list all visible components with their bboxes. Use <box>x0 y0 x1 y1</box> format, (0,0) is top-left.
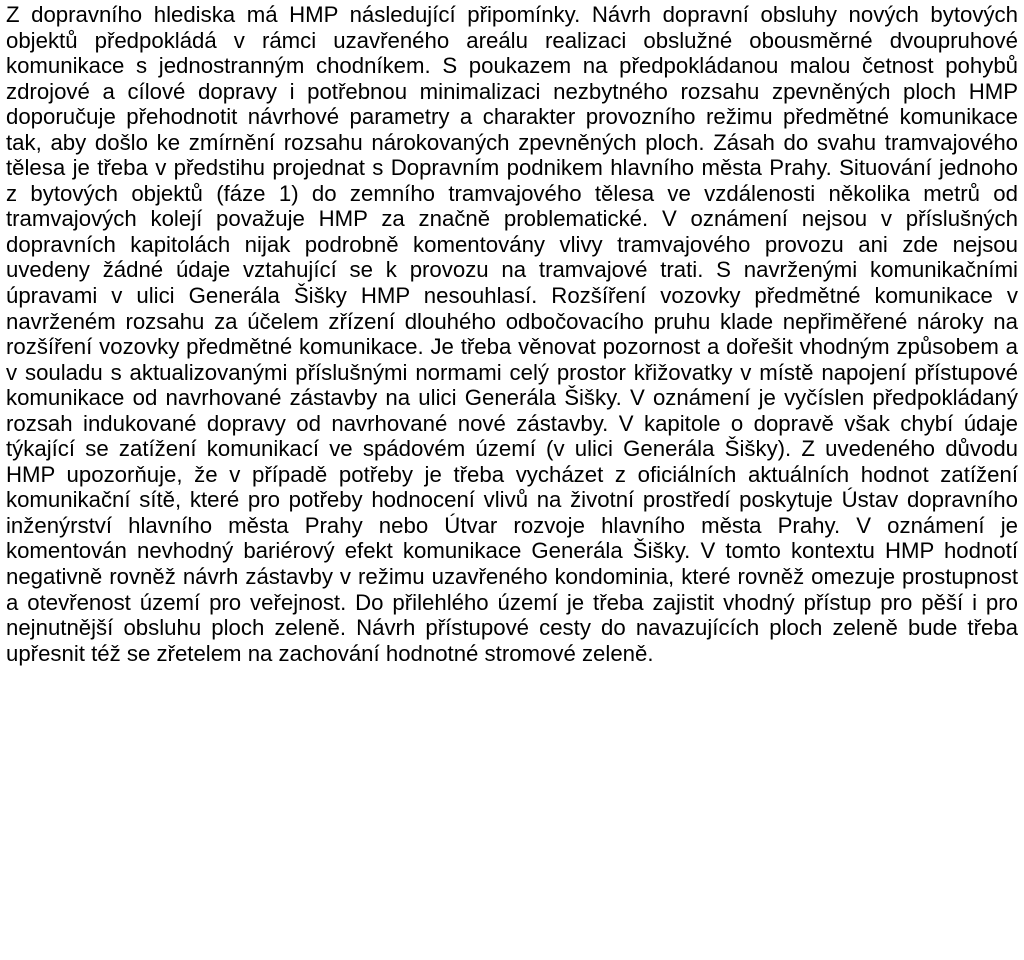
body-paragraph: Z dopravního hlediska má HMP následující připomínky. Návrh dopravní obsluhy nových bytových objektů předpokládá v rámci uzavřeného areálu realizaci obslužné obousměrné dvoupruhové komunikace s jednostranným chodníkem. S poukazem na předpokládanou malou četnost pohybů zdrojové a cílové dopravy i potřebnou minimalizaci nezbytného rozsahu zpevněných ploch HMP doporučuje přehodnotit návrhové parametry a charakter provozního režimu předmětné komunikace tak, aby došlo ke zmírnění rozsahu nárokovaných zpevněných ploch. Zásah do svahu tramvajového tělesa je třeba v předstihu projednat s Dopravním podnikem hlavního města Prahy. Situování jednoho z bytových objektů (fáze 1) do zemního tramvajového tělesa ve vzdálenosti několika metrů od tramvajových kolejí považuje HMP za značně problematické. V oznámení nejsou v příslušných dopravních kapitolách nijak podrobně komentovány vlivy tramvajového provozu ani zde nejsou uvedeny žádné údaje vztahující se k provozu na tramvajové trati. S navrženými komunikačními úpravami v ulici Generála Šišky HMP nesouhlasí. Rozšíření vozovky předmětné komunikace v navrženém rozsahu za účelem zřízení dlouhého odbočovacího pruhu klade nepřiměřené nároky na rozšíření vozovky předmětné komunikace. Je třeba věnovat pozornost a dořešit vhodným způsobem a v souladu s aktualizovanými příslušnými normami celý prostor křižovatky v místě napojení přístupové komunikace od navrhované zástavby na ulici Generála Šišky. V oznámení je vyčíslen předpokládaný rozsah indukované dopravy od navrhované nové zástavby. V kapitole o dopravě však chybí údaje týkající se zatížení komunikací ve spádovém území (v ulici Generála Šišky). Z uvedeného důvodu HMP upozorňuje, že v případě potřeby je třeba vycházet z oficiálních aktuálních hodnot zatížení komunikační sítě, které pro potřeby hodnocení vlivů na životní prostředí poskytuje Ústav dopravního inženýrství hlavního města Prahy nebo Útvar rozvoje hlavního města Prahy. V oznámení je komentován nevhodný bariérový efekt komunikace Generála Šišky. V tomto kontextu HMP hodnotí negativně rovněž návrh zástavby v režimu uzavřeného kondominia, které rovněž omezuje prostupnost a otevřenost území pro veřejnost. Do přilehlého území je třeba zajistit vhodný přístup pro pěší i pro nejnutnější obsluhu ploch zeleně. Návrh přístupové cesty do navazujících ploch zeleně bude třeba upřesnit též se zřetelem na zachování hodnotné stromové zeleně. <box>6 2 1018 666</box>
document-page <box>6 2 1018 666</box>
